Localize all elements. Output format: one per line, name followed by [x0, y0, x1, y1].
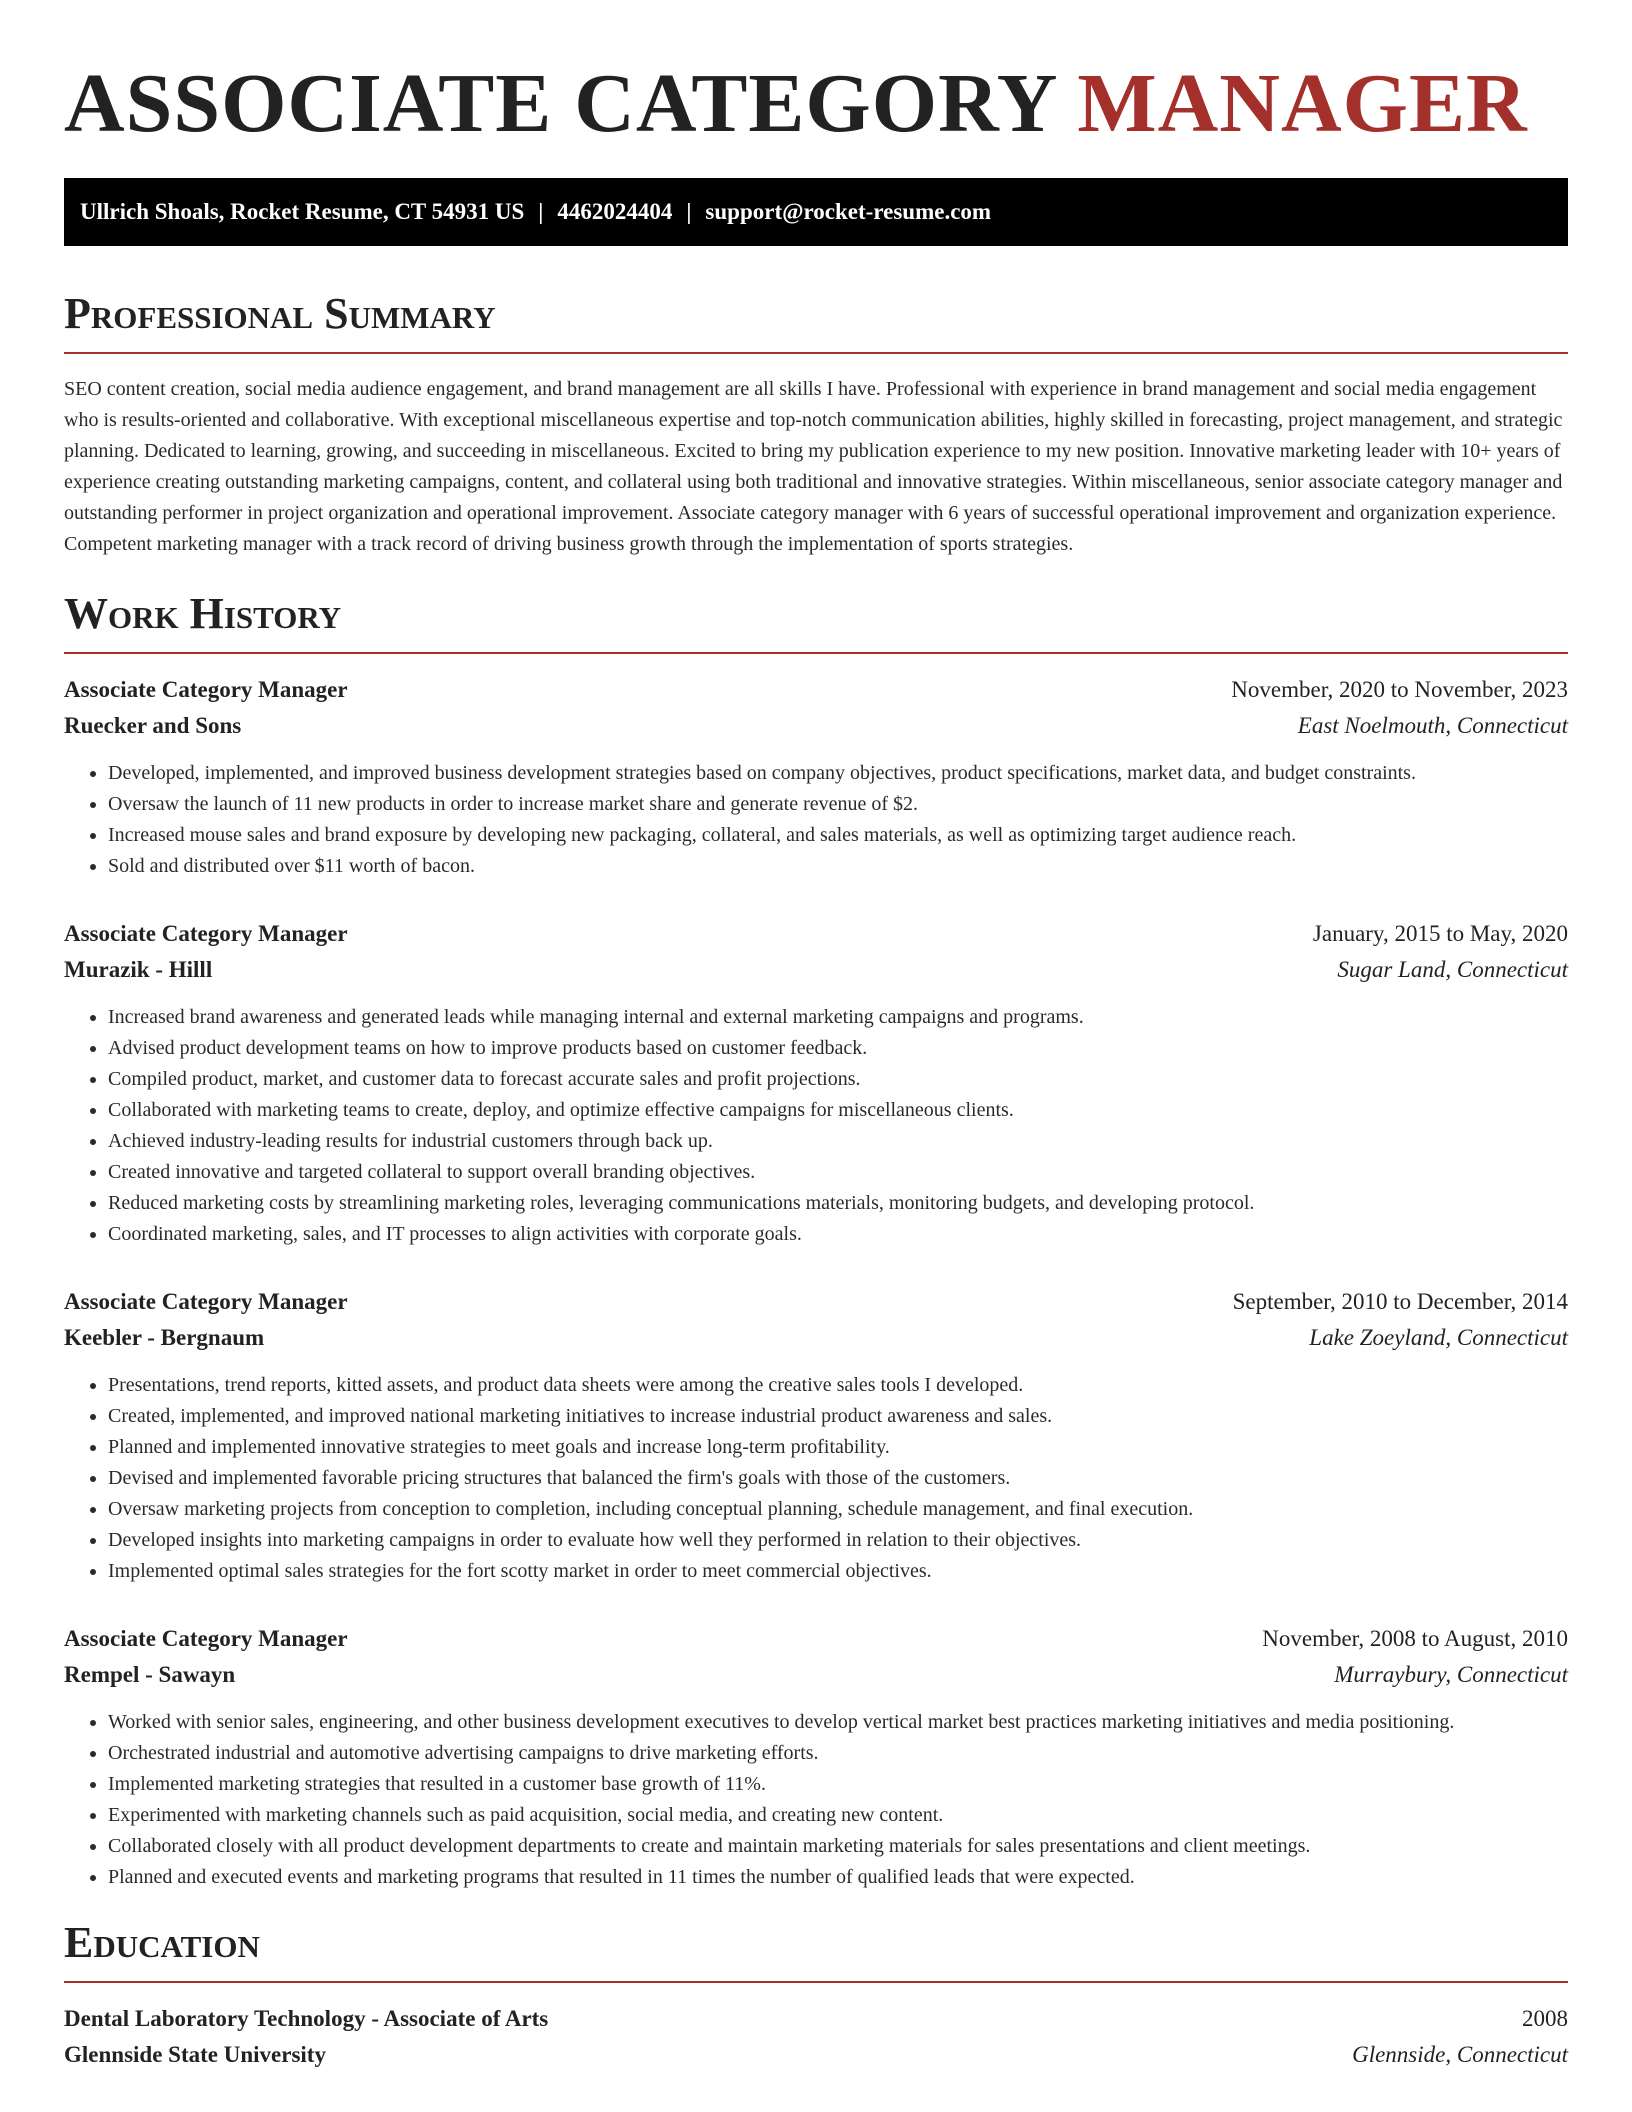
education-location: Glennside, Connecticut [1352, 2042, 1568, 2067]
section-divider [64, 1981, 1568, 1983]
job-dates: January, 2015 to May, 2020 [1312, 921, 1568, 946]
job-location: East Noelmouth, Connecticut [1297, 713, 1568, 738]
job-bullet: • Collaborated closely with all product development departments to create and maintain marketing materials for sales presentations and client meetings. [108, 1831, 1568, 1862]
job-bullet: • Sold and distributed over $11 worth of bacon. [108, 851, 1568, 882]
job-entry [64, 672, 1568, 882]
contact-phone: 4462024404 [557, 199, 673, 224]
job-bullet: • Oversaw marketing projects from conception to completion, including conceptual planning, schedule management, and final execution. [108, 1494, 1568, 1525]
summary-text: SEO content creation, social media audience engagement, and brand management are all skills I have. Professional with experience in brand management and social media engagement who is results-oriented and collaborative. With exceptional miscellaneous expertise and top-notch communication abilities, highly skilled in forecasting, project management, and strategic planning. Dedicated to learning, growing, and succeeding in miscellaneous. Excited to bring my publication experience to my new position. Innovative marketing leader with 10+ years of experience creating outstanding marketing campaigns, content, and collateral using both traditional and innovative strategies. Within miscellaneous, senior associate category manager and outstanding performer in project organization and operational improvement. Associate category manager with 6 years of successful operational improvement and organization experience. Competent marketing manager with a track record of driving business growth through the implementation of sports strategies. [64, 378, 1563, 555]
job-title: Associate Category Manager [64, 677, 348, 702]
job-bullet: • Achieved industry-leading results for industrial customers through back up. [108, 1126, 1568, 1157]
education-school: Glennside State University [64, 2042, 326, 2067]
section-heading-education: Education [64, 1918, 260, 1967]
job-bullet: • Reduced marketing costs by streamlining marketing roles, leveraging communications materials, monitoring budgets, and developing protocol. [108, 1188, 1568, 1219]
section-divider [64, 652, 1568, 654]
job-bullet: • Implemented marketing strategies that resulted in a customer base growth of 11%. [108, 1769, 1568, 1800]
job-bullet: • Orchestrated industrial and automotive advertising campaigns to drive marketing efforts. [108, 1738, 1568, 1769]
work-history-section [64, 590, 1568, 1893]
job-bullet: • Increased mouse sales and brand exposure by developing new packaging, collateral, and sales materials, as well as optimizing target audience reach. [108, 820, 1568, 851]
job-bullet: • Collaborated with marketing teams to create, deploy, and optimize effective campaigns for miscellaneous clients. [108, 1095, 1568, 1126]
job-company-row [64, 1657, 1568, 1693]
contact-bar [64, 178, 1568, 246]
job-company-row [64, 708, 1568, 744]
job-bullets [64, 1370, 1568, 1587]
job-company-row [64, 1320, 1568, 1356]
contact-separator: | [686, 199, 692, 224]
job-bullet: • Presentations, trend reports, kitted assets, and product data sheets were among the creative sales tools I developed. [108, 1370, 1568, 1401]
job-bullet: • Created, implemented, and improved national marketing initiatives to increase industrial product awareness and sales. [108, 1401, 1568, 1432]
job-dates: November, 2020 to November, 2023 [1231, 677, 1568, 702]
job-bullet: • Compiled product, market, and customer data to forecast accurate sales and profit projections. [108, 1064, 1568, 1095]
job-bullet: • Coordinated marketing, sales, and IT processes to align activities with corporate goals. [108, 1219, 1568, 1250]
education-school-row [64, 2037, 1568, 2073]
resume-title [64, 57, 1568, 150]
job-title: Associate Category Manager [64, 1626, 348, 1651]
job-header-row [64, 1621, 1568, 1657]
education-year: 2008 [1522, 2006, 1568, 2031]
job-bullet: • Developed insights into marketing campaigns in order to evaluate how well they performed in relation to their objectives. [108, 1525, 1568, 1556]
job-company: Ruecker and Sons [64, 713, 242, 738]
title-main: ASSOCIATE CATEGORY [64, 57, 1078, 150]
contact-address: Ullrich Shoals, Rocket Resume, CT 54931 US [80, 199, 525, 224]
job-dates: September, 2010 to December, 2014 [1232, 1289, 1568, 1314]
job-bullet: • Planned and implemented innovative strategies to meet goals and increase long-term profitability. [108, 1432, 1568, 1463]
section-divider [64, 352, 1568, 354]
job-bullets [64, 758, 1568, 882]
education-entry [64, 2001, 1568, 2073]
section-heading-work-history: Work History [64, 589, 342, 638]
job-header-row [64, 672, 1568, 708]
job-location: Lake Zoeyland, Connecticut [1309, 1325, 1568, 1350]
section-heading-summary: Professional Summary [64, 289, 496, 338]
job-company-row [64, 952, 1568, 988]
job-bullet: • Experimented with marketing channels such as paid acquisition, social media, and creating new content. [108, 1800, 1568, 1831]
job-header-row [64, 1284, 1568, 1320]
job-company: Murazik - Hilll [64, 957, 213, 982]
job-title: Associate Category Manager [64, 921, 348, 946]
summary-section [64, 290, 1568, 560]
job-header-row [64, 916, 1568, 952]
job-bullets [64, 1002, 1568, 1250]
job-bullet: • Increased brand awareness and generated leads while managing internal and external marketing campaigns and programs. [108, 1002, 1568, 1033]
job-bullet: • Created innovative and targeted collateral to support overall branding objectives. [108, 1157, 1568, 1188]
job-company: Keebler - Bergnaum [64, 1325, 265, 1350]
job-bullet: • Planned and executed events and marketing programs that resulted in 11 times the number of qualified leads that were expected. [108, 1862, 1568, 1893]
contact-email: support@rocket-resume.com [705, 199, 992, 224]
job-bullets [64, 1707, 1568, 1893]
job-bullet: • Devised and implemented favorable pricing structures that balanced the firm's goals with those of the customers. [108, 1463, 1568, 1494]
job-entry [64, 1284, 1568, 1587]
job-entry [64, 916, 1568, 1250]
job-bullet: • Worked with senior sales, engineering, and other business development executives to develop vertical market best practices marketing initiatives and media positioning. [108, 1707, 1568, 1738]
education-header-row [64, 2001, 1568, 2037]
job-company: Rempel - Sawayn [64, 1662, 236, 1687]
job-bullet: • Advised product development teams on how to improve products based on customer feedback. [108, 1033, 1568, 1064]
job-entry [64, 1621, 1568, 1893]
job-dates: November, 2008 to August, 2010 [1262, 1626, 1568, 1651]
job-bullet: • Developed, implemented, and improved business development strategies based on company objectives, product specifications, market data, and budget constraints. [108, 758, 1568, 789]
job-bullet: • Oversaw the launch of 11 new products in order to increase market share and generate revenue of $2. [108, 789, 1568, 820]
job-location: Sugar Land, Connecticut [1337, 957, 1568, 982]
education-degree: Dental Laboratory Technology - Associate of Arts [64, 2006, 549, 2031]
job-location: Murraybury, Connecticut [1334, 1662, 1568, 1687]
education-section [64, 1919, 1568, 2073]
title-accent: MANAGER [1077, 57, 1528, 150]
job-bullet: • Implemented optimal sales strategies for the fort scotty market in order to meet commercial objectives. [108, 1556, 1568, 1587]
contact-separator: | [538, 199, 544, 224]
job-title: Associate Category Manager [64, 1289, 348, 1314]
